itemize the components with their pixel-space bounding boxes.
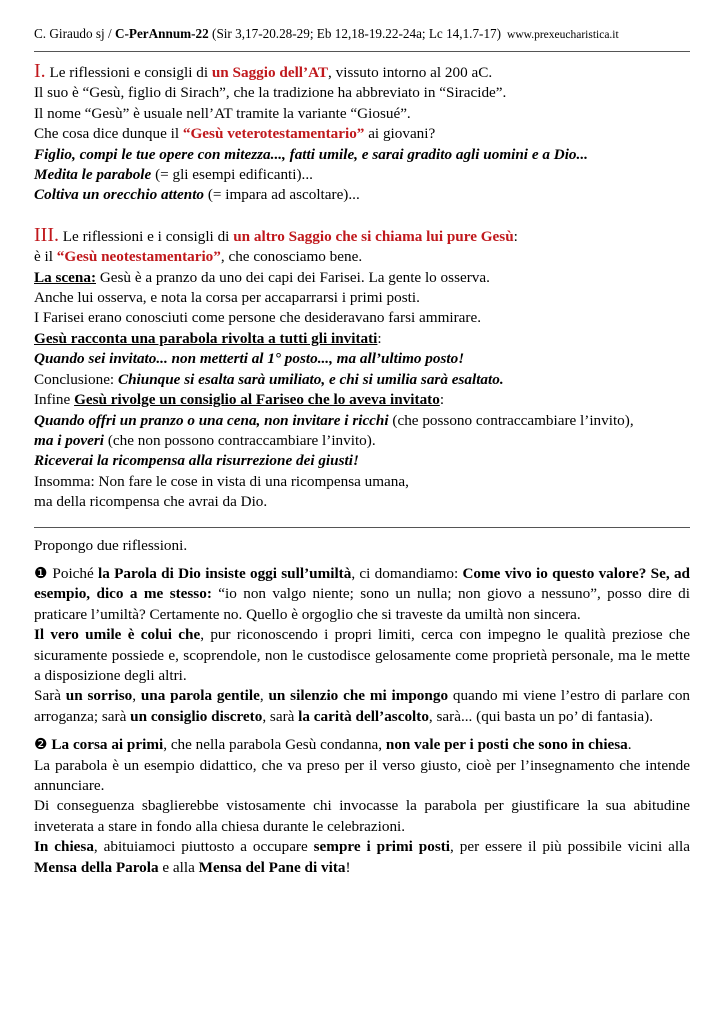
section-one: I. Le riflessioni e consigli di un Saggio dell’AT, vissuto intorno al 200 aC. Il suo è “Gesù, figlio di Sirach”, che la tradizione ha abbreviato in “Siracide”. Il nome “Gesù” è usuale nell’AT tramite la variante “Giosué”. Che cosa dice dunque il “Gesù veterotestamentario” ai giovani? Figlio, compi le tue opere con mitezza..., fatti umile, e sarai gradito agli uomini e a Dio... Medita le parabole (= gli esempi edificanti)... Coltiva un orecchio attento (= impara ad ascoltare)... xyxy=(34,61,690,206)
number-two-icon: ❷ xyxy=(34,736,48,754)
section-three: III. Le riflessioni e i consigli di un altro Saggio che si chiama lui pure Gesù: è il “Gesù neotestamentario”, che conosciamo bene. La scena: Gesù è a pranzo da uno dei capi dei Farisei. La gente lo osserva. Anche lui osserva, e nota la corsa per accaparrarsi i primi posti. I Farisei erano conosciuti come persone che desideravano farsi ammirare. Gesù racconta una parabola rivolta a tutti gli invitati: Quando sei invitato... non metterti al 1° posto..., ma all’ultimo posto! Conclusione: Chiunque si esalta sarà umiliato, e chi si umilia sarà esaltato. Infine Gesù rivolge un consiglio al Fariseo che lo aveva invitato: Quando offri un pranzo o una cena, non invitare i ricchi (che possono contraccambiare l’invito), ma i poveri (che non possono contraccambiare l’invito). Riceverai la ricompensa alla risurrezione dei giusti! Insomma: Non fare le cose in vista di una ricompensa umana, ma della ricompensa che avrai da Dio. xyxy=(34,223,634,511)
document-code: C-PerAnnum-22 xyxy=(114,26,209,41)
paragraph: La parabola è un esempio didattico, che va preso per il verso giusto, cioè per l’insegnamento che intende annunciare. xyxy=(34,756,690,794)
header-divider xyxy=(34,51,690,52)
reflections-intro: Propongo due riflessioni. xyxy=(34,536,188,554)
reflection-one: ❶ Poiché la Parola di Dio insiste oggi sull’umiltà, ci domandiamo: Come vivo io questo valore? Se, ad esempio, dico a me stesso: “io non valgo niente; sono un nulla; non giovo a nessuno”, posso dire di praticare l’umiltà? Certamente no. Quello è orgoglio che si traveste da umiltà non sincera. xyxy=(34,564,690,623)
reflection-two: ❷ La corsa ai primi, che nella parabola Gesù condanna, non vale per i posti che sono in chiesa. xyxy=(34,736,632,754)
document-page xyxy=(34,26,690,878)
paragraph: In chiesa, abituiamoci piuttosto a occupare sempre i primi posti, per essere il più possibile vicini alla Mensa della Parola e alla Mensa del Pane di vita! xyxy=(34,838,690,876)
paragraph: Sarà un sorriso, una parola gentile, un silenzio che mi impongo quando mi viene l’estro di parlare con arroganza; sarà un consiglio discreto, sarà la carità dell’ascolto, sarà... (qui basta un po’ di fantasia). xyxy=(34,687,691,725)
section-numeral: III. xyxy=(34,223,59,246)
reflections-section xyxy=(34,536,690,879)
website-link[interactable]: www.prexeucharistica.it xyxy=(507,29,619,41)
author: C. Giraudo sj xyxy=(34,26,105,41)
quote-line: Figlio, compi le tue opere con mitezza..., fatti umile, e sarai gradito agli uomini e a Dio... xyxy=(34,145,588,163)
paragraph: Il vero umile è colui che, pur riconoscendo i propri limiti, cerca con impegno le qualità preziose che sicuramente possiede e, scoprendole, non le custodisce gelosamente come proprietà personale, ma le mette a disposizione degli altri. xyxy=(34,626,690,684)
section-divider xyxy=(34,527,690,528)
paragraph: Di conseguenza sbaglierebbe vistosamente chi invocasse la parabola per giustificare la sua abitudine inveterata a stare in fondo alla chiesa durante le celebrazioni. xyxy=(34,797,690,835)
scripture-references: (Sir 3,17-20.28-29; Eb 12,18-19.22-24a; Lc 14,1.7-17) xyxy=(208,26,502,41)
number-one-icon: ❶ xyxy=(34,564,49,582)
section-numeral: I. xyxy=(34,60,46,82)
page-header: C. Giraudo sj / C-PerAnnum-22 (Sir 3,17-20.28-29; Eb 12,18-19.22-24a; Lc 14,1.7-17) www.prexeucharistica.it xyxy=(34,26,619,41)
